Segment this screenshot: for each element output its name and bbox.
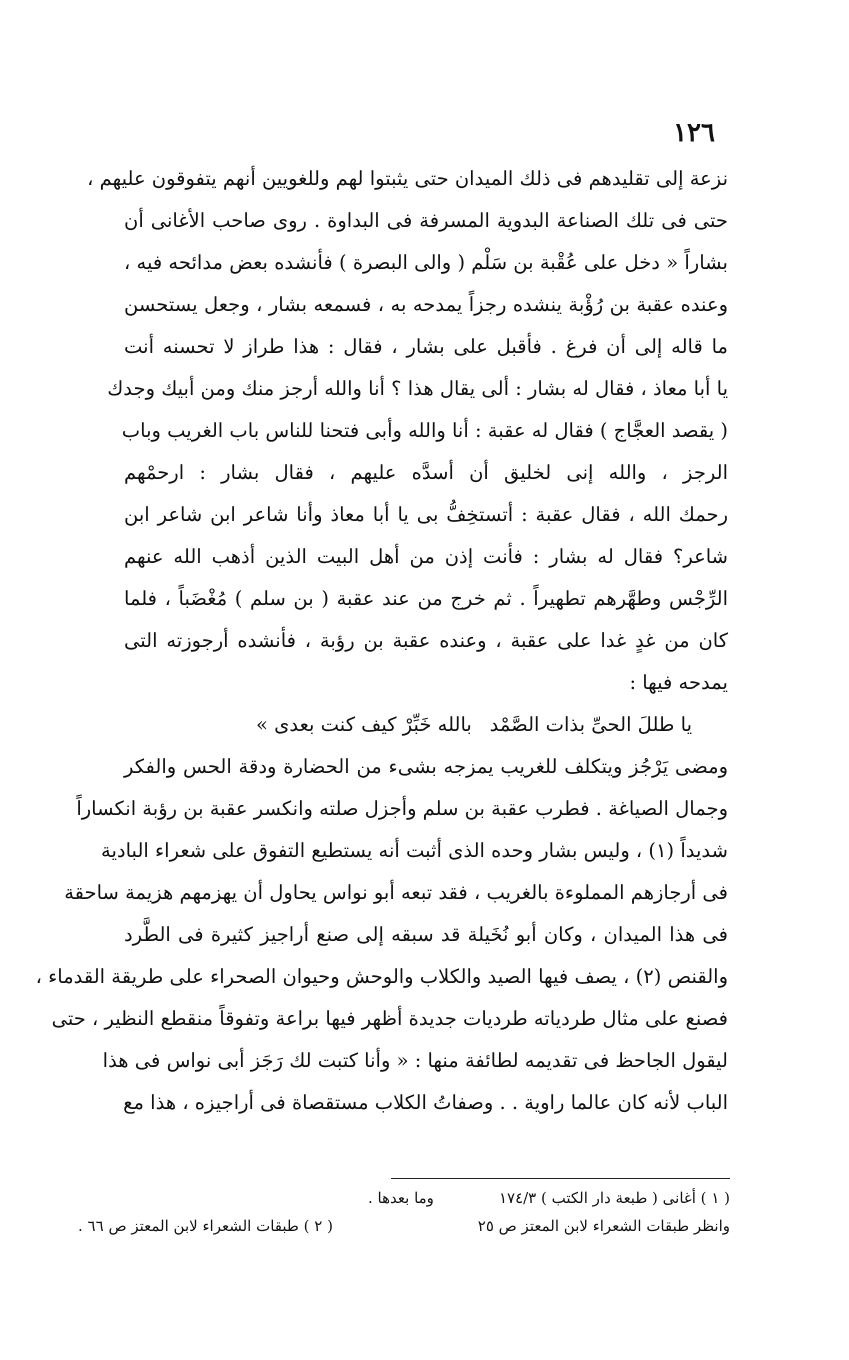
text-line: وجمال الصياغة . فطرب عقبة بن سلم وأجزل صلته وانكسر عقبة بن رؤبة انكساراً xyxy=(76,797,728,820)
footnote-2-text: ( ٢ ) طبقات الشعراء لابن المعتز ص ٦٦ . xyxy=(78,1217,333,1235)
text-line: فى هذا الميدان ، وكان أبو نُخَيلة قد سبقه إلى صنع أراجيز كثيرة فى الطَّرد xyxy=(124,923,728,946)
text-line: ما قاله إلى أن فرغ . فأقبل على بشار ، فقال : هذا طراز لا تحسنه أنت xyxy=(124,335,728,358)
text-line: فى أرجازهم المملوءة بالغريب ، فقد تبعه أبو نواس يحاول أن يهزمهم هزيمة ساحقة xyxy=(64,881,728,904)
text-line: يمدحه فيها : xyxy=(629,671,728,694)
footnote-1-text: ( ١ ) أغانى ( طبعة دار الكتب ) ١٧٤/٣ xyxy=(498,1189,730,1207)
verse-second-hemistich: بالله خَبِّرْ كيف كنت بعدى » xyxy=(256,713,472,736)
body-text xyxy=(35,158,728,1124)
text-line: رحمك الله ، فقال عقبة : أتستخِفُّ بى يا أبا معاذ وأنا شاعر ابن شاعر ابن xyxy=(124,503,728,526)
text-line: الباب لأنه كان عالما راوية . . وصفاتُ الكلاب مستقصاة فى أراجيزه ، هذا مع xyxy=(123,1091,728,1114)
footnote-1-line-2: وانظر طبقات الشعراء لابن المعتز ص ٢٥ xyxy=(477,1217,730,1235)
text-line: والقنص (٢) ، يصف فيها الصيد والكلاب والوحش وحيوان الصحراء على طريقة القدماء ، xyxy=(35,965,728,988)
footnote-1-continuation: وما بعدها . xyxy=(368,1189,434,1207)
text-line: يا أبا معاذ ، فقال له بشار : ألى يقال هذا ؟ أنا والله أرجز منك ومن أبيك وجدك xyxy=(107,377,728,400)
text-line: شاعر؟ فقال له بشار : فأنت إذن من أهل البيت الذين أذهب الله عنهم xyxy=(124,545,728,568)
text-line: الرجز ، والله إنى لخليق أن أسدَّه عليهم ، فقال بشار : ارحمْهم xyxy=(124,461,728,484)
footnote-separator xyxy=(391,1178,730,1179)
text-line: ( يقصد العجَّاج ) فقال له عقبة : أنا والله وأبى فتحنا للناس باب الغريب وباب xyxy=(121,419,728,442)
text-line: كان من غدٍ غدا على عقبة ، وعنده عقبة بن رؤبة ، فأنشده أرجوزته التى xyxy=(124,629,728,652)
footnotes xyxy=(78,1184,730,1240)
verse-first-hemistich: يا طللَ الحىِّ بذات الصَّمْد xyxy=(489,713,692,736)
text-line: شديداً (١) ، وليس بشار وحده الذى أثبت أنه يستطيع التفوق على شعراء البادية xyxy=(101,839,728,862)
text-line: نزعة إلى تقليدهم فى ذلك الميدان حتى يثبتوا لهم وللغويين أنهم يتفوقون عليهم ، xyxy=(87,167,728,190)
page-number: ١٢٦ xyxy=(673,118,715,148)
text-line: وعنده عقبة بن رُؤْبة ينشده رجزاً يمدحه به ، فسمعه بشار ، وجعل يستحسن xyxy=(124,293,728,316)
footnote-rows xyxy=(78,1212,730,1240)
text-line: ومضى يَرْجُز ويتكلف للغريب يمزجه بشىء من الحضارة ودقة الحس والفكر xyxy=(124,755,728,778)
poem-verse xyxy=(124,704,728,746)
text-line: بشاراً « دخل على عُقْبة بن سَلْم ( والى البصرة ) فأنشده بعض مدائحه فيه ، xyxy=(124,251,728,274)
footnote-1 xyxy=(78,1184,730,1212)
text-line: الرِّجْس وطهَّرهم تطهيراً . ثم خرج من عند عقبة ( بن سلم ) مُغْضَباً ، فلما xyxy=(124,587,728,610)
text-line: فصنع على مثال طردياته طرديات جديدة أظهر فيها براعة وتفوقاً منقطع النظير ، حتى xyxy=(51,1007,728,1030)
text-line: ليقول الجاحظ فى تقديمه لطائفة منها : « وأنا كتبت لك رَجَز أبى نواس فى هذا xyxy=(102,1049,728,1072)
text-line: حتى فى تلك الصناعة البدوية المسرفة فى البداوة . روى صاحب الأغانى أن xyxy=(124,209,728,232)
